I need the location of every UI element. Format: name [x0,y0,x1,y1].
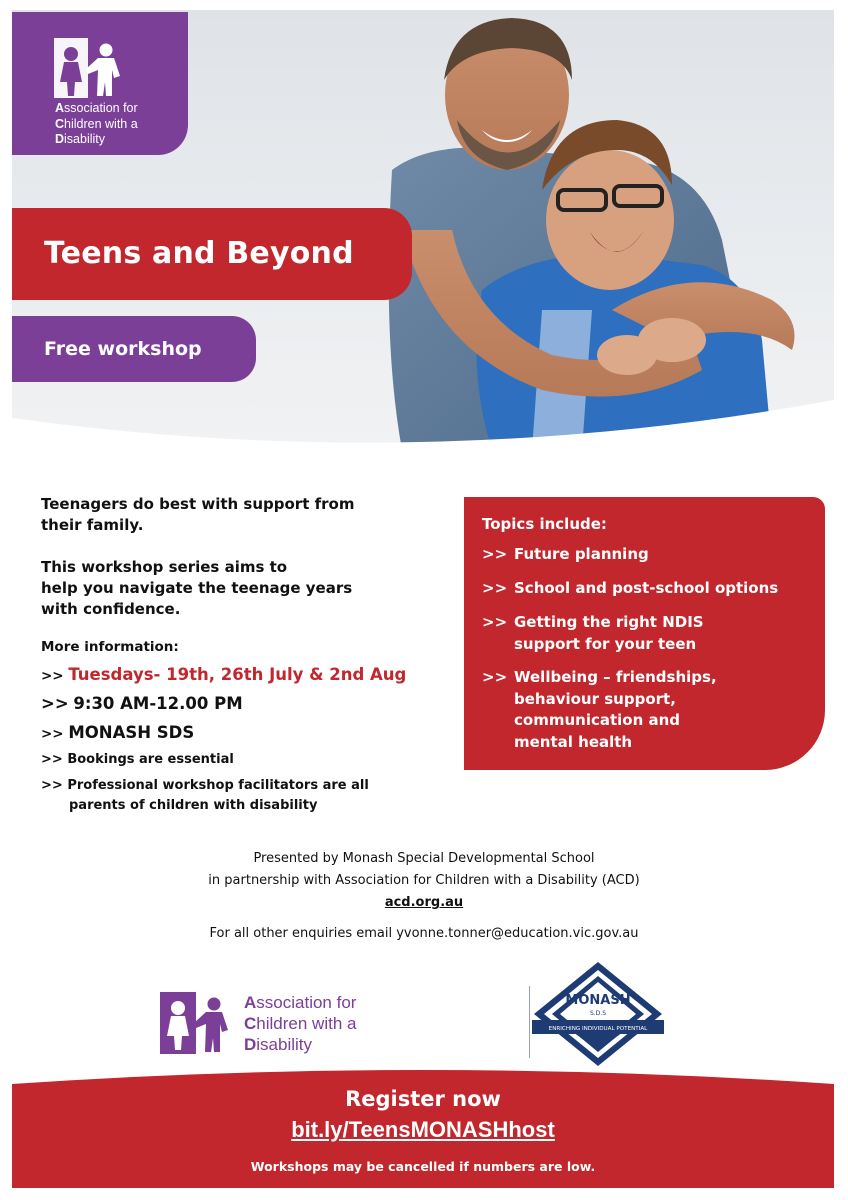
cancellation-note: Workshops may be cancelled if numbers are low. [250,1159,596,1174]
topic-item: >> Getting the right NDIS support for your teen [482,613,704,653]
acd-logo-bottom [160,992,390,1058]
facilitators-line: >> Professional workshop facilitators are all [41,778,369,793]
more-info-label: More information: [41,639,179,655]
acd-website-link[interactable]: acd.org.au [384,895,464,910]
monash-logo-sub: S.D.S [589,1010,607,1017]
facilitators-line-2: parents of children with disability [69,798,318,813]
venue-line: >> MONASH SDS [41,723,195,742]
details-column [41,494,451,816]
monash-logo-motto: ENRICHING INDIVIDUAL POTENTIAL [548,1026,648,1032]
acd-logo-text: Association for Children with a Disability [244,993,357,1054]
free-workshop-label: Free workshop [44,338,202,360]
hero-curve [12,380,834,450]
time-line: >> 9:30 AM-12.00 PM [41,694,243,713]
monash-logo-name: MONASH [565,993,631,1008]
acd-logo-top [12,12,188,155]
topic-item: >> School and post-school options [482,579,779,597]
page-title: Teens and Beyond [44,236,354,271]
presented-by [0,848,848,945]
topic-item: >> Future planning [482,545,649,563]
dates-line: >> Tuesdays- 19th, 26th July & 2nd Aug [41,665,407,684]
children-figures-icon [54,38,128,100]
register-now-label: Register now [345,1087,501,1111]
intro-text: Teenagers do best with support from their family. This workshop series aims to help you navigate the teenage years with confidence. [41,495,355,618]
acd-logo-text: Association for Children with a Disability [55,101,138,146]
presented-line-1: Presented by Monash Special Developmental School [253,851,595,866]
enquiries-line: For all other enquiries email yvonne.tonner@education.vic.gov.au [209,926,639,941]
monash-sds-logo [530,960,666,1068]
register-link[interactable]: bit.ly/TeensMONASHhost [291,1117,555,1142]
topics-box [464,497,825,770]
topic-item: >> Wellbeing – friendships, behaviour support, communication and mental health [482,668,717,751]
bookings-line: >> Bookings are essential [41,752,234,767]
title-banner [12,208,412,300]
free-workshop-banner [12,316,256,382]
register-footer [12,1070,834,1188]
topics-heading: Topics include: [482,515,607,533]
children-figures-icon [160,992,236,1056]
presented-line-2: in partnership with Association for Children with a Disability (ACD) [208,873,640,888]
